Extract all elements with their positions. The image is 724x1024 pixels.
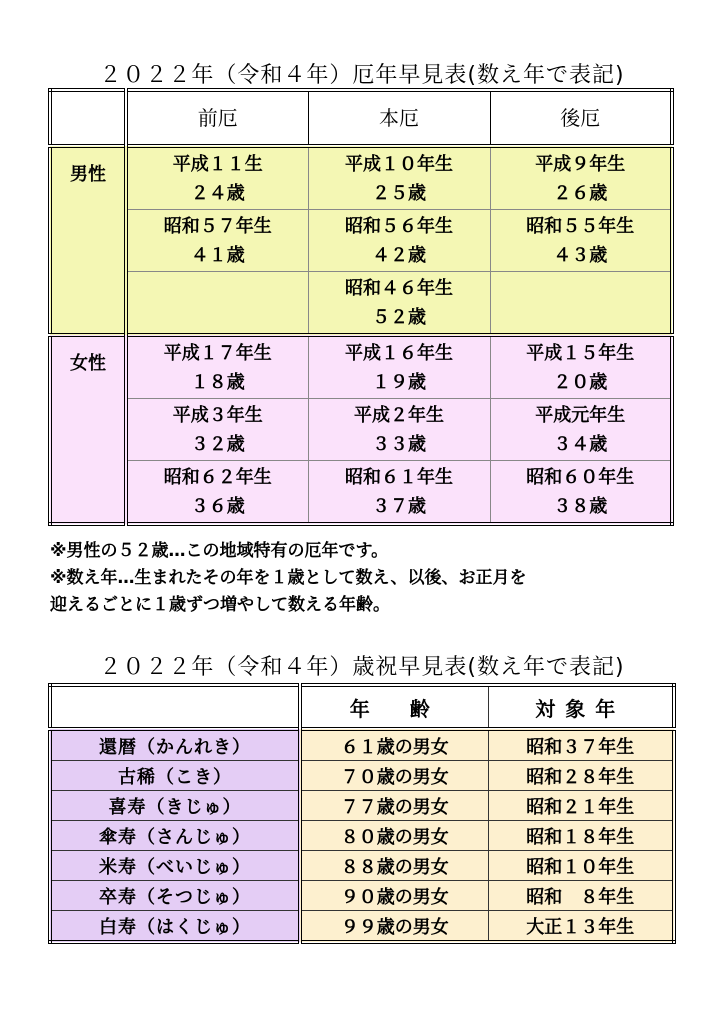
header-age: 年 齢 — [300, 685, 488, 729]
celebration-name: 白寿（はくじゅ） — [50, 911, 300, 943]
saishuku-row — [50, 911, 674, 943]
notes — [50, 538, 690, 619]
header-target-year: 対象年 — [488, 685, 674, 729]
celebration-year: 昭和３７年生 — [488, 729, 674, 761]
male-cell: 昭和４６年生 ５２歳 — [308, 272, 490, 336]
male-cell: 平成１０年生 ２５歳 — [308, 146, 490, 210]
female-cell: 平成３年生 ３２歳 — [126, 399, 308, 461]
yakudoshi-header-row — [50, 90, 672, 146]
celebration-age: ７７歳の男女 — [300, 791, 488, 821]
celebration-age: ７０歳の男女 — [300, 761, 488, 791]
celebration-name: 傘寿（さんじゅ） — [50, 821, 300, 851]
female-cell: 平成１５年生 ２０歳 — [490, 335, 672, 399]
female-label: 女性 — [50, 335, 126, 524]
saishuku-row — [50, 729, 674, 761]
male-cell: 昭和５６年生 ４２歳 — [308, 210, 490, 272]
male-cell: 昭和５７年生 ４１歳 — [126, 210, 308, 272]
female-cell: 平成１６年生 １９歳 — [308, 335, 490, 399]
female-row — [50, 399, 672, 461]
female-cell: 昭和６２年生 ３６歳 — [126, 461, 308, 525]
saishuku-header-row — [50, 685, 674, 729]
celebration-name: 古稀（こき） — [50, 761, 300, 791]
note-line: ※数え年…生まれたその年を１歳として数え、以後、お正月を — [50, 568, 527, 588]
saishuku-title: ２０２２年（令和４年）歳祝早見表(数え年で表記) — [99, 655, 625, 680]
header-honyaku: 本厄 — [308, 90, 490, 146]
saishuku-row — [50, 761, 674, 791]
saishuku-row — [50, 791, 674, 821]
header-blank-cell — [50, 685, 300, 729]
yakudoshi-table — [48, 88, 674, 526]
male-label: 男性 — [50, 146, 126, 335]
female-row — [50, 461, 672, 525]
celebration-age: ９０歳の男女 — [300, 881, 488, 911]
celebration-name: 還暦（かんれき） — [50, 729, 300, 761]
celebration-age: ６１歳の男女 — [300, 729, 488, 761]
celebration-name: 卒寿（そつじゅ） — [50, 881, 300, 911]
celebration-age: ８８歳の男女 — [300, 851, 488, 881]
celebration-age: ８０歳の男女 — [300, 821, 488, 851]
male-cell — [126, 272, 308, 336]
header-blank-cell — [50, 90, 126, 146]
male-cell: 平成９年生 ２６歳 — [490, 146, 672, 210]
celebration-year: 昭和２１年生 — [488, 791, 674, 821]
celebration-year: 昭和１８年生 — [488, 821, 674, 851]
saishuku-row — [50, 821, 674, 851]
male-row — [50, 272, 672, 336]
female-row — [50, 335, 672, 399]
celebration-age: ９９歳の男女 — [300, 911, 488, 943]
female-cell: 平成元年生 ３４歳 — [490, 399, 672, 461]
header-atoyaku: 後厄 — [490, 90, 672, 146]
male-cell — [490, 272, 672, 336]
male-row — [50, 146, 672, 210]
celebration-year: 昭和 ８年生 — [488, 881, 674, 911]
saishuku-table — [48, 683, 676, 944]
celebration-year: 大正１３年生 — [488, 911, 674, 943]
celebration-year: 昭和１０年生 — [488, 851, 674, 881]
female-cell: 昭和６０年生 ３８歳 — [490, 461, 672, 525]
celebration-name: 喜寿（きじゅ） — [50, 791, 300, 821]
female-cell: 平成１７年生 １８歳 — [126, 335, 308, 399]
female-cell: 平成２年生 ３３歳 — [308, 399, 490, 461]
yakudoshi-title: ２０２２年（令和４年）厄年早見表(数え年で表記) — [99, 63, 625, 88]
celebration-year: 昭和２８年生 — [488, 761, 674, 791]
male-row — [50, 210, 672, 272]
note-line: 迎えるごとに１歳ずつ増やして数える年齢。 — [50, 595, 390, 615]
female-cell: 昭和６１年生 ３７歳 — [308, 461, 490, 525]
celebration-name: 米寿（べいじゅ） — [50, 851, 300, 881]
header-zenyaku: 前厄 — [126, 90, 308, 146]
saishuku-row — [50, 881, 674, 911]
male-cell: 平成１１生 ２４歳 — [126, 146, 308, 210]
note-line: ※男性の５２歳…この地域特有の厄年です。 — [50, 541, 389, 561]
saishuku-row — [50, 851, 674, 881]
male-cell: 昭和５５年生 ４３歳 — [490, 210, 672, 272]
